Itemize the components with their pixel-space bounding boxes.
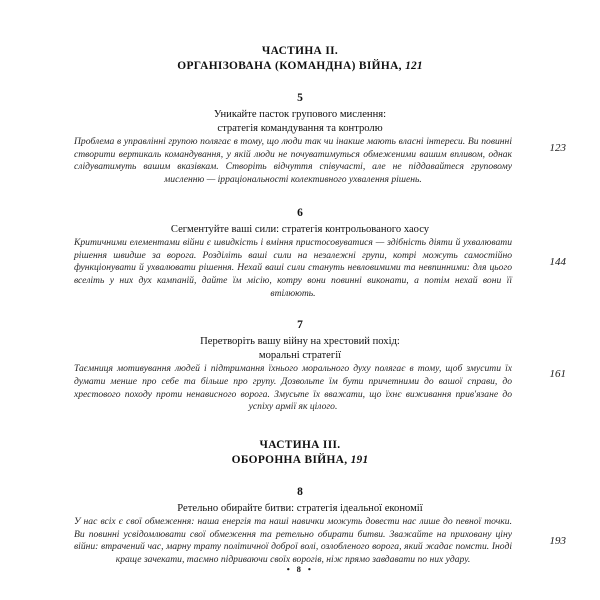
part-heading-3-line1: ЧАСТИНА III. [259, 438, 341, 451]
part-heading-2-line1: ЧАСТИНА II. [261, 45, 339, 57]
part-heading-2 [24, 44, 576, 74]
part-heading-2-line2 [24, 59, 576, 74]
toc-entry-6-number: 6 [297, 206, 303, 219]
toc-entry-7-number: 7 [297, 319, 303, 332]
toc-entry-5-title-line2: стратегія командування та контролю [217, 122, 383, 134]
part-heading-3-pagenum: 191 [350, 453, 369, 466]
part-heading-3 [24, 438, 576, 468]
toc-entry-6-pagenum[interactable]: 144 [549, 255, 566, 268]
toc-entry-8-pagenum[interactable]: 193 [549, 534, 566, 547]
page-folio: • 8 • [286, 564, 314, 574]
toc-entry-5-number: 5 [297, 92, 303, 104]
toc-entry-5-title-line1: Уникайте пасток групового мислення: [213, 109, 387, 120]
toc-entry-7-pagenum[interactable]: 161 [549, 368, 566, 381]
toc-entry-6-title-line1: Сегментуйте ваші сили: стратегія контрольованого хаосу [170, 223, 430, 235]
toc-entry-7-summary: Таємниця мотивування людей і підтримання їхнього морального духу полягає в тому, щоб змусити їх думати менше про себе та більше про групу. Дозвольте їм бути причетними до вашої справи, до хрестового походу проти ненависного ворога. Змусьте їх вважати, що їхнє виживання прив'язане до успіху армії як цілого. [74, 363, 512, 413]
toc-entry-6-title [24, 223, 576, 237]
toc-entry-6-summary: Критичними елементами війни є швидкість і вміння пристосовуватися — здібність діяти й ухвалювати рішення швидше за ворога. Розділіть ваші сили на незалежні групи, котрі можуть самостійно функціонувати й ухвалювати рішення. Нехай ваші сили стануть невловимими та невпинними: для цього вселіть у них дух кампаній, дайте їм місію, котру вони повинні виконати, а потім нехай вони її втілюють. [74, 237, 512, 299]
toc-entry-7-title [24, 335, 576, 362]
toc-entry-7[interactable] [24, 318, 576, 414]
part-heading-2-title: ОРГАНІЗОВАНА (КОМАНДНА) ВІЙНА, [177, 60, 402, 72]
toc-entry-8-title-line1: Ретельно обирайте битви: стратегія ідеальної економії [177, 502, 423, 514]
toc-entry-6[interactable] [24, 206, 576, 301]
toc-entry-8[interactable] [24, 485, 576, 567]
toc-entry-7-title-line1: Перетворіть вашу війну на хрестовий похід: [200, 336, 400, 348]
toc-entry-5-pagenum[interactable]: 123 [549, 142, 566, 154]
toc-entry-5-summary: Проблема в управлінні групою полягає в тому, що люди так чи інакше мають власні інтереси. Ви повинні створити вертикаль командування, у якій люди не почуватимуться обмеженими вашим впливом, однак слідуватимуть вашим вказівкам. Створіть відчуття співучасті, але не піддавайтеся груповому мисленню — ірраціональності колективного ухвалення рішень. [74, 136, 512, 185]
toc-entry-8-summary: У нас всіх є свої обмеження: наша енергія та наші навички можуть довести нас лише до певної точки. Ви повинні усвідомлювати свої обмеження та ретельно обирати битви. Зважайте на приховану ціну війни: втрачений час, марну трату політичної доброї волі, озлобленого ворога, який жадає помсти. Іноді краще зачекати, таємно підриваючи своїх ворогів, ніж прямо завдавати по них удару. [74, 516, 512, 566]
part-heading-3-title: ОБОРОННА ВІЙНА, [231, 453, 348, 466]
toc-entry-7-title-line2: моральні стратегії [258, 349, 342, 361]
part-heading-2-pagenum: 121 [405, 60, 423, 72]
part-heading-3-line2 [24, 453, 576, 468]
toc-entry-5[interactable] [24, 91, 576, 187]
toc-entry-8-title [24, 502, 576, 516]
toc-entry-8-number: 8 [297, 485, 303, 498]
toc-entry-5-title [24, 108, 576, 135]
